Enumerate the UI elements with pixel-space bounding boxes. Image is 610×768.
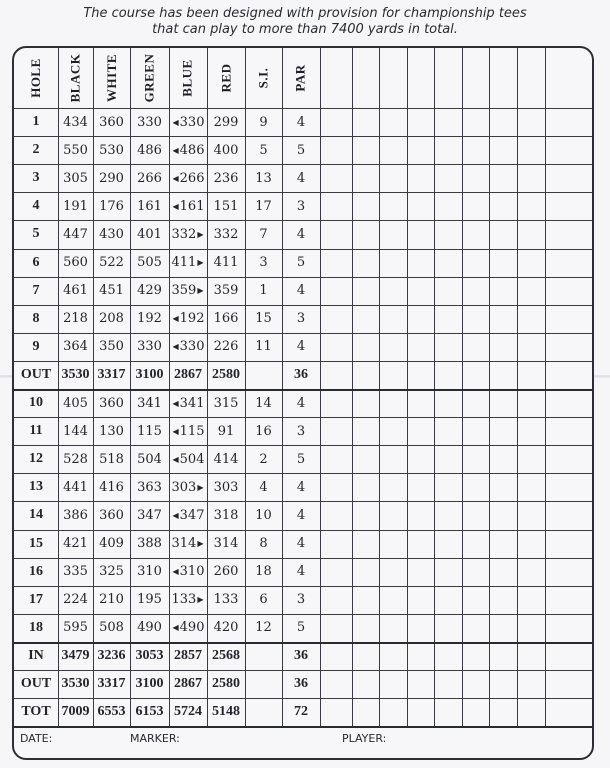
blue-yardage: 330 xyxy=(179,114,205,130)
marker-label: MARKER: xyxy=(130,732,180,745)
hole-blue-cell xyxy=(169,558,207,586)
blue-yardage: 341 xyxy=(179,395,205,411)
blue-yardage: 330 xyxy=(179,339,205,355)
hole-white-cell: 508 xyxy=(99,620,124,636)
hole-par-cell: 5 xyxy=(296,451,306,467)
column-rule xyxy=(462,48,463,726)
hole-par-cell: 4 xyxy=(296,339,306,355)
hole-si-cell: 4 xyxy=(259,479,268,495)
hole-hole-cell: 16 xyxy=(29,563,43,579)
header-label: S.I. xyxy=(255,67,271,89)
right-tee-marker-icon: ▶ xyxy=(197,229,204,239)
hole-black-cell: 335 xyxy=(63,564,88,580)
hole-black-cell: 461 xyxy=(63,283,88,299)
course-note-line-1: The course has been designed with provision for championship tees xyxy=(83,6,527,21)
hole-black-cell: 434 xyxy=(63,114,88,130)
hole-hole-cell: 2 xyxy=(32,142,40,158)
row-rule xyxy=(14,501,592,502)
hole-si-cell: 18 xyxy=(255,564,272,580)
row-rule xyxy=(14,530,592,531)
course-note xyxy=(0,6,610,38)
blue-yardage: 490 xyxy=(179,620,205,636)
scorecard xyxy=(12,46,594,760)
hole-par-cell: 4 xyxy=(296,564,306,580)
hole-red-cell: 414 xyxy=(213,451,239,467)
row-rule xyxy=(14,417,592,418)
column-rule xyxy=(434,48,435,726)
hole-si-cell: 15 xyxy=(255,311,272,327)
hole-white-cell: 360 xyxy=(99,395,124,411)
player-label: PLAYER: xyxy=(342,732,387,745)
hole-si-cell: 13 xyxy=(255,170,272,186)
hole-black-cell: 560 xyxy=(63,255,88,271)
hole-par-cell: 4 xyxy=(296,170,306,186)
hole-white-cell: 451 xyxy=(99,283,124,299)
row-rule xyxy=(14,192,592,193)
hole-red-cell: 151 xyxy=(213,198,239,214)
hole-black-cell: 144 xyxy=(63,423,88,439)
hole-blue-cell xyxy=(169,530,207,558)
row-rule xyxy=(14,473,592,474)
hole-blue-cell xyxy=(169,305,207,333)
hole-par-cell: 4 xyxy=(296,395,306,411)
hole-hole-cell: 15 xyxy=(29,535,43,551)
hole-black-cell: 218 xyxy=(63,311,88,327)
blue-yardage: 359 xyxy=(171,283,197,299)
hole-red-cell: 314 xyxy=(213,536,239,552)
total-si-cell xyxy=(245,642,282,670)
hole-hole-cell: 11 xyxy=(29,423,43,439)
hole-hole-cell: 10 xyxy=(29,395,43,411)
row-rule xyxy=(14,361,592,362)
hole-white-cell: 530 xyxy=(99,142,124,158)
hole-black-cell: 528 xyxy=(63,451,88,467)
total-black-cell: 3479 xyxy=(61,647,90,663)
left-tee-marker-icon: ◀ xyxy=(172,398,179,408)
hole-par-cell: 4 xyxy=(296,507,306,523)
row-rule xyxy=(14,277,592,278)
column-rule xyxy=(379,48,380,726)
hole-blue-cell xyxy=(169,192,207,220)
hole-white-cell: 290 xyxy=(99,170,124,186)
header-label: GREEN xyxy=(141,53,157,103)
hole-si-cell: 2 xyxy=(259,451,268,467)
left-tee-marker-icon: ◀ xyxy=(172,117,179,127)
hole-red-cell: 260 xyxy=(213,564,239,580)
left-tee-marker-icon: ◀ xyxy=(172,454,179,464)
total-blue-cell: 2867 xyxy=(174,676,202,692)
hole-si-cell: 6 xyxy=(259,592,268,608)
hole-white-cell: 176 xyxy=(99,198,124,214)
hole-blue-cell xyxy=(169,277,207,305)
hole-blue-cell xyxy=(169,445,207,473)
total-red-cell: 2580 xyxy=(212,676,240,692)
total-si-cell xyxy=(245,670,282,698)
hole-green-cell: 504 xyxy=(137,451,162,467)
hole-black-cell: 305 xyxy=(63,170,88,186)
hole-hole-cell: 13 xyxy=(29,479,43,495)
blue-yardage: 347 xyxy=(179,507,205,523)
total-green-cell: 3100 xyxy=(135,676,164,692)
hole-white-cell: 522 xyxy=(99,255,124,271)
header-white xyxy=(93,48,130,108)
hole-white-cell: 325 xyxy=(99,564,124,580)
row-rule xyxy=(14,333,592,334)
total-par-cell: 72 xyxy=(294,704,308,720)
hole-par-cell: 3 xyxy=(296,311,306,327)
hole-par-cell: 4 xyxy=(296,479,306,495)
total-green-cell: 3053 xyxy=(135,647,164,663)
hole-black-cell: 595 xyxy=(63,620,88,636)
blue-yardage: 486 xyxy=(179,142,205,158)
hole-hole-cell: 17 xyxy=(29,591,43,607)
hole-green-cell: 388 xyxy=(137,536,162,552)
column-rule xyxy=(282,48,283,726)
blue-yardage: 161 xyxy=(179,198,205,214)
hole-si-cell: 1 xyxy=(259,283,268,299)
hole-si-cell: 14 xyxy=(255,395,272,411)
hole-white-cell: 518 xyxy=(99,451,124,467)
column-rule xyxy=(320,48,321,726)
total-white-cell: 3317 xyxy=(97,676,126,692)
header-par xyxy=(282,48,320,108)
row-rule xyxy=(14,614,592,615)
hole-si-cell: 10 xyxy=(255,507,272,523)
hole-hole-cell: 9 xyxy=(32,338,40,354)
left-tee-marker-icon: ◀ xyxy=(172,510,179,520)
blue-yardage: 133 xyxy=(171,592,197,608)
hole-par-cell: 3 xyxy=(296,423,306,439)
hole-blue-cell xyxy=(169,614,207,642)
blue-yardage: 310 xyxy=(179,564,205,580)
course-note-line-2: that can play to more than 7400 yards in total. xyxy=(152,22,458,37)
hole-green-cell: 266 xyxy=(137,170,162,186)
hole-hole-cell: 4 xyxy=(32,198,40,214)
date-label: DATE: xyxy=(20,732,53,745)
hole-blue-cell xyxy=(169,136,207,164)
hole-par-cell: 5 xyxy=(296,620,306,636)
hole-white-cell: 350 xyxy=(99,339,124,355)
blue-yardage: 192 xyxy=(179,311,205,327)
left-tee-marker-icon: ◀ xyxy=(172,567,179,577)
total-par-cell: 36 xyxy=(294,366,308,382)
hole-si-cell: 12 xyxy=(255,620,272,636)
total-blue-cell: 2857 xyxy=(174,647,202,663)
hole-blue-cell xyxy=(169,586,207,614)
hole-white-cell: 430 xyxy=(99,226,124,242)
total-par-cell: 36 xyxy=(294,647,308,663)
header-label: HOLE xyxy=(27,58,43,98)
hole-red-cell: 236 xyxy=(213,170,239,186)
row-rule xyxy=(14,670,592,671)
total-hole-cell: IN xyxy=(28,647,44,663)
column-rule xyxy=(169,48,170,726)
hole-red-cell: 166 xyxy=(213,311,239,327)
column-rule xyxy=(58,48,59,726)
header-red xyxy=(207,48,245,108)
hole-hole-cell: 8 xyxy=(32,310,40,326)
total-red-cell: 2580 xyxy=(212,366,240,382)
column-rule xyxy=(207,48,208,726)
row-rule xyxy=(14,389,592,391)
hole-si-cell: 7 xyxy=(259,226,268,242)
hole-par-cell: 4 xyxy=(296,536,306,552)
hole-si-cell: 5 xyxy=(259,142,268,158)
hole-green-cell: 310 xyxy=(137,564,162,580)
hole-black-cell: 386 xyxy=(63,507,88,523)
row-rule xyxy=(14,445,592,446)
column-rule xyxy=(93,48,94,726)
total-white-cell: 3236 xyxy=(97,647,126,663)
hole-green-cell: 330 xyxy=(137,114,162,130)
blue-yardage: 115 xyxy=(179,423,205,439)
hole-hole-cell: 12 xyxy=(29,451,43,467)
hole-red-cell: 226 xyxy=(213,339,239,355)
column-rule xyxy=(545,48,546,726)
hole-black-cell: 441 xyxy=(63,479,88,495)
hole-blue-cell xyxy=(169,473,207,501)
hole-green-cell: 195 xyxy=(137,592,162,608)
hole-green-cell: 341 xyxy=(137,395,162,411)
blue-yardage: 332 xyxy=(171,226,197,242)
hole-si-cell: 16 xyxy=(255,423,272,439)
row-rule xyxy=(14,642,592,644)
hole-green-cell: 347 xyxy=(137,507,162,523)
hole-blue-cell xyxy=(169,417,207,445)
hole-par-cell: 4 xyxy=(296,226,306,242)
total-si-cell xyxy=(245,361,282,389)
header-green xyxy=(130,48,169,108)
hole-hole-cell: 3 xyxy=(32,170,40,186)
hole-white-cell: 130 xyxy=(99,423,124,439)
hole-hole-cell: 5 xyxy=(32,226,40,242)
hole-hole-cell: 7 xyxy=(32,282,40,298)
hole-blue-cell xyxy=(169,389,207,417)
right-tee-marker-icon: ▶ xyxy=(197,482,204,492)
hole-red-cell: 133 xyxy=(213,592,239,608)
total-white-cell: 6553 xyxy=(97,704,126,720)
total-black-cell: 3530 xyxy=(61,676,90,692)
hole-blue-cell xyxy=(169,501,207,529)
left-tee-marker-icon: ◀ xyxy=(172,201,179,211)
header-blue xyxy=(169,48,207,108)
total-si-cell xyxy=(245,698,282,726)
hole-green-cell: 401 xyxy=(137,226,162,242)
hole-si-cell: 17 xyxy=(255,198,272,214)
hole-green-cell: 505 xyxy=(137,255,162,271)
hole-green-cell: 486 xyxy=(137,142,162,158)
hole-green-cell: 192 xyxy=(137,311,162,327)
hole-blue-cell xyxy=(169,164,207,192)
hole-si-cell: 8 xyxy=(259,536,268,552)
hole-red-cell: 318 xyxy=(213,507,239,523)
hole-red-cell: 91 xyxy=(217,423,235,439)
left-tee-marker-icon: ◀ xyxy=(172,314,179,324)
header-label: WHITE xyxy=(103,53,119,103)
right-tee-marker-icon: ▶ xyxy=(197,539,204,549)
hole-white-cell: 210 xyxy=(99,592,124,608)
left-tee-marker-icon: ◀ xyxy=(172,342,179,352)
row-rule xyxy=(14,249,592,250)
hole-red-cell: 303 xyxy=(213,479,239,495)
total-blue-cell: 5724 xyxy=(174,704,202,720)
total-white-cell: 3317 xyxy=(97,366,126,382)
total-blue-cell: 2867 xyxy=(174,366,202,382)
hole-si-cell: 11 xyxy=(255,339,272,355)
hole-black-cell: 405 xyxy=(63,395,88,411)
hole-par-cell: 4 xyxy=(296,283,306,299)
column-rule xyxy=(245,48,246,726)
hole-par-cell: 5 xyxy=(296,142,306,158)
left-tee-marker-icon: ◀ xyxy=(172,426,179,436)
row-rule xyxy=(14,305,592,306)
hole-green-cell: 429 xyxy=(137,283,162,299)
hole-green-cell: 490 xyxy=(137,620,162,636)
column-rule xyxy=(130,48,131,726)
left-tee-marker-icon: ◀ xyxy=(172,173,179,183)
hole-red-cell: 315 xyxy=(213,395,239,411)
hole-blue-cell xyxy=(169,249,207,277)
hole-blue-cell xyxy=(169,220,207,248)
row-rule xyxy=(14,164,592,165)
hole-par-cell: 3 xyxy=(296,198,306,214)
hole-red-cell: 420 xyxy=(213,620,239,636)
total-hole-cell: TOT xyxy=(21,704,51,720)
right-tee-marker-icon: ▶ xyxy=(197,595,204,605)
blue-yardage: 504 xyxy=(179,451,205,467)
hole-blue-cell xyxy=(169,333,207,361)
hole-white-cell: 360 xyxy=(99,507,124,523)
hole-green-cell: 330 xyxy=(137,339,162,355)
total-hole-cell: OUT xyxy=(20,676,52,692)
hole-par-cell: 3 xyxy=(296,592,306,608)
row-rule xyxy=(14,136,592,137)
total-green-cell: 6153 xyxy=(135,704,164,720)
row-rule xyxy=(14,698,592,699)
row-rule xyxy=(14,220,592,221)
hole-hole-cell: 14 xyxy=(29,507,43,523)
hole-red-cell: 400 xyxy=(213,142,239,158)
header-label: RED xyxy=(217,63,233,93)
left-tee-marker-icon: ◀ xyxy=(172,623,179,633)
right-tee-marker-icon: ▶ xyxy=(197,258,204,268)
left-tee-marker-icon: ◀ xyxy=(172,145,179,155)
hole-hole-cell: 6 xyxy=(32,254,40,270)
hole-black-cell: 364 xyxy=(63,339,88,355)
hole-green-cell: 115 xyxy=(137,423,162,439)
right-tee-marker-icon: ▶ xyxy=(197,286,204,296)
hole-black-cell: 224 xyxy=(63,592,88,608)
hole-black-cell: 550 xyxy=(63,142,88,158)
hole-red-cell: 332 xyxy=(213,226,239,242)
row-rule xyxy=(14,108,592,109)
hole-par-cell: 4 xyxy=(296,114,306,130)
hole-white-cell: 360 xyxy=(99,114,124,130)
total-black-cell: 7009 xyxy=(61,704,90,720)
header-si xyxy=(245,48,282,108)
column-rule xyxy=(489,48,490,726)
hole-black-cell: 421 xyxy=(63,536,88,552)
hole-white-cell: 416 xyxy=(99,479,124,495)
header-label: BLUE xyxy=(180,59,195,97)
hole-hole-cell: 18 xyxy=(29,619,43,635)
hole-si-cell: 9 xyxy=(259,114,268,130)
column-rule xyxy=(352,48,353,726)
hole-par-cell: 5 xyxy=(296,255,306,271)
blue-yardage: 303 xyxy=(171,479,197,495)
blue-yardage: 314 xyxy=(171,536,197,552)
header-hole xyxy=(14,48,58,108)
hole-red-cell: 411 xyxy=(213,255,239,271)
column-rule xyxy=(517,48,518,726)
hole-green-cell: 363 xyxy=(137,479,162,495)
header-black xyxy=(58,48,93,108)
total-red-cell: 5148 xyxy=(212,704,240,720)
hole-red-cell: 299 xyxy=(213,114,239,130)
hole-si-cell: 3 xyxy=(259,255,268,271)
hole-blue-cell xyxy=(169,108,207,136)
header-label: PAR xyxy=(292,64,308,92)
blue-yardage: 411 xyxy=(171,255,197,271)
hole-white-cell: 208 xyxy=(99,311,124,327)
hole-black-cell: 191 xyxy=(63,198,88,214)
blue-yardage: 266 xyxy=(179,170,205,186)
column-rule xyxy=(407,48,408,726)
total-green-cell: 3100 xyxy=(135,366,164,382)
total-hole-cell: OUT xyxy=(20,366,52,382)
total-par-cell: 36 xyxy=(294,676,308,692)
total-red-cell: 2568 xyxy=(212,647,240,663)
header-label: BLACK xyxy=(67,53,83,103)
hole-red-cell: 359 xyxy=(213,283,239,299)
row-rule xyxy=(14,586,592,587)
hole-black-cell: 447 xyxy=(63,226,88,242)
hole-hole-cell: 1 xyxy=(32,114,40,130)
row-rule xyxy=(14,726,592,728)
row-rule xyxy=(14,558,592,559)
hole-white-cell: 409 xyxy=(99,536,124,552)
hole-green-cell: 161 xyxy=(137,198,162,214)
total-black-cell: 3530 xyxy=(61,366,90,382)
